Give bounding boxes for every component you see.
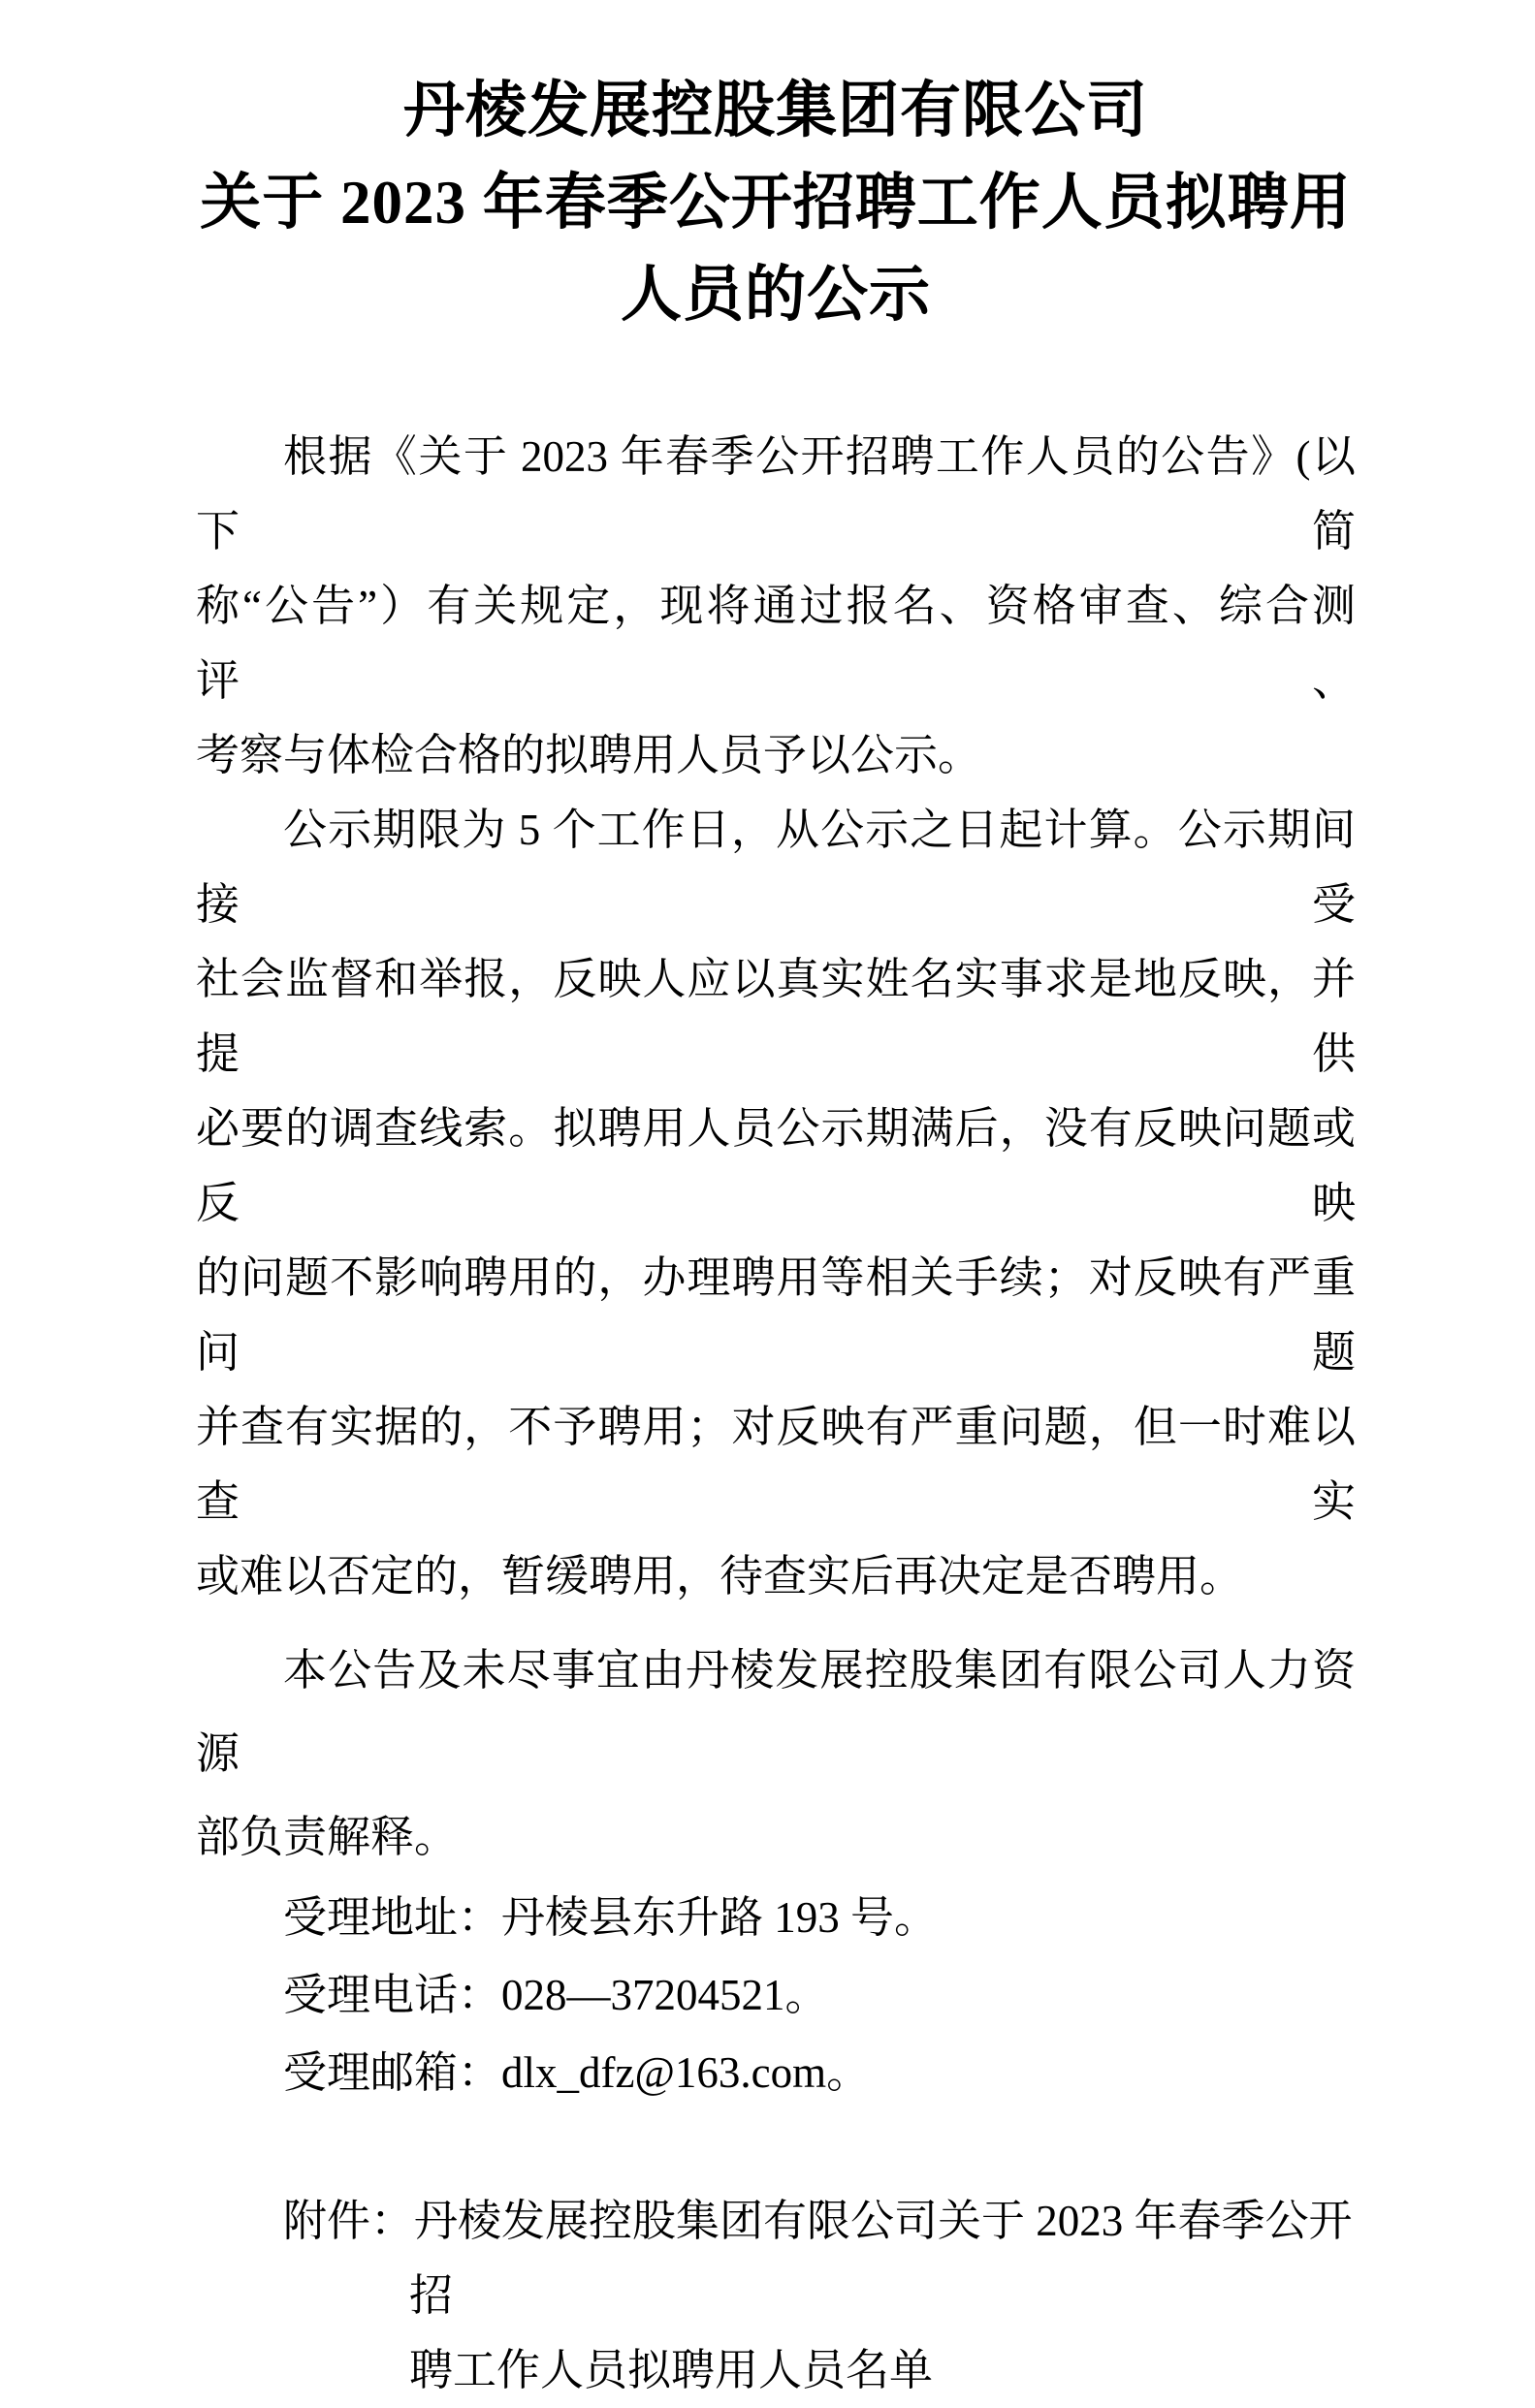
paragraph-3	[196, 1629, 1356, 1879]
attachment-note	[196, 2184, 1356, 2408]
paragraph-1-line-1: 根据《关于 2023 年春季公开招聘工作人员的公告》(以下简	[196, 432, 1356, 555]
contact-address-line: 受理地址：丹棱县东升路 193 号。	[283, 1893, 939, 1942]
paragraph-2-line-5: 并查有实据的，不予聘用；对反映有严重问题，但一时难以查实	[196, 1403, 1356, 1526]
contact-phone-line: 受理电话：028—37204521。	[283, 1971, 829, 2019]
paragraph-2-line-6: 或难以否定的，暂缓聘用，待查实后再决定是否聘用。	[196, 1552, 1244, 1600]
title-line-2: 关于 2023 年春季公开招聘工作人员拟聘用	[200, 169, 1352, 237]
contact-info	[196, 1879, 1356, 2111]
paragraph-1	[196, 420, 1356, 793]
paragraph-1-line-3: 考察与体检合格的拟聘用人员予以公示。	[196, 731, 982, 779]
paragraph-1-line-2: 称“公告”）有关规定，现将通过报名、资格审查、综合测评、	[196, 582, 1356, 705]
paragraph-2-line-2: 社会监督和举报，反映人应以真实姓名实事求是地反映，并提供	[196, 955, 1356, 1078]
title-line-1: 丹棱发展控股集团有限公司	[403, 77, 1148, 144]
document-body	[196, 420, 1356, 2408]
paragraph-3-line-1: 本公告及未尽事宜由丹棱发展控股集团有限公司人力资源	[196, 1646, 1356, 1778]
paragraph-3-line-2: 部负责解释。	[196, 1813, 459, 1861]
paragraph-2-line-4: 的问题不影响聘用的，办理聘用等相关手续；对反映有严重问题	[196, 1253, 1356, 1377]
paragraph-2-line-1: 公示期限为 5 个工作日，从公示之日起计算。公示期间接受	[196, 806, 1356, 929]
attachment-line-2: 聘工作人员拟聘用人员名单	[409, 2346, 934, 2394]
contact-email-line: 受理邮箱：dlx_dfz@163.com。	[283, 2048, 871, 2097]
paragraph-2-line-3: 必要的调查线索。拟聘用人员公示期满后，没有反映问题或反映	[196, 1104, 1356, 1227]
attachment-line-1: 附件：丹棱发展控股集团有限公司关于 2023 年春季公开招	[283, 2197, 1353, 2320]
document-title	[188, 65, 1363, 341]
paragraph-2	[196, 793, 1356, 1614]
title-line-3: 人员的公示	[621, 261, 931, 329]
